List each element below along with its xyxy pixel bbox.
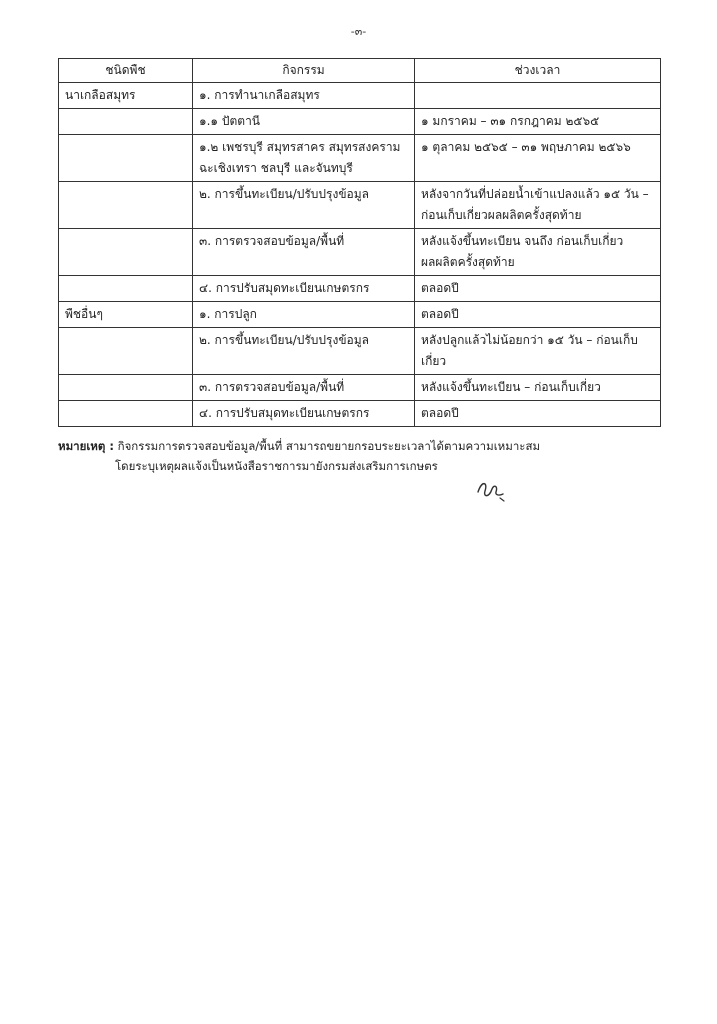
table-row [59,302,661,328]
activity-cell: ๑.๒ เพชรบุรี สมุทรสาคร สมุทรสงคราม ฉะเชิงเทรา ชลบุรี และจันทบุรี [193,135,415,182]
period-cell: หลังจากวันที่ปล่อยน้ำเข้าแปลงแล้ว ๑๕ วัน – ก่อนเก็บเกี่ยวผลผลิตครั้งสุดท้าย [415,182,661,229]
period-cell: ๑ มกราคม – ๓๑ กรกฎาคม ๒๕๖๕ [415,109,661,135]
crop-continuation [59,375,193,401]
footnote [58,436,678,476]
crop-name: พืชอื่นๆ [59,302,193,328]
activity-cell: ๓. การตรวจสอบข้อมูล/พื้นที่ [193,229,415,276]
activity-cell: ๑. การทำนาเกลือสมุทร [193,83,415,109]
crop-continuation [59,401,193,427]
table-row [59,83,661,109]
page-number: -๓- [350,25,367,38]
table-row [59,375,661,401]
table-row [59,401,661,427]
table-row [59,109,661,135]
crop-continuation [59,135,193,182]
period-cell: หลังแจ้งขึ้นทะเบียน – ก่อนเก็บเกี่ยว [415,375,661,401]
activity-cell: ๑. การปลูก [193,302,415,328]
crop-name: นาเกลือสมุทร [59,83,193,109]
header-period: ช่วงเวลา [415,59,661,83]
period-cell: ตลอดปี [415,302,661,328]
crop-continuation [59,328,193,375]
header-activity: กิจกรรม [193,59,415,83]
footnote-text-1: กิจกรรมการตรวจสอบข้อมูล/พื้นที่ สามารถขยายกรอบระยะเวลาได้ตามความเหมาะสม [117,439,541,453]
activity-cell: ๔. การปรับสมุดทะเบียนเกษตรกร [193,276,415,302]
table-row [59,135,661,182]
footnote-label: หมายเหตุ : [58,439,114,453]
schedule-table [58,58,661,427]
crop-continuation [59,109,193,135]
period-cell: ๑ ตุลาคม ๒๕๖๕ – ๓๑ พฤษภาคม ๒๕๖๖ [415,135,661,182]
crop-continuation [59,182,193,229]
table-row [59,182,661,229]
table-row [59,276,661,302]
crop-continuation [59,276,193,302]
period-cell: ตลอดปี [415,401,661,427]
activity-cell: ๔. การปรับสมุดทะเบียนเกษตรกร [193,401,415,427]
period-cell [415,83,661,109]
initials-signature [472,474,512,504]
activity-cell: ๒. การขึ้นทะเบียน/ปรับปรุงข้อมูล [193,328,415,375]
table-row [59,229,661,276]
period-cell: หลังแจ้งขึ้นทะเบียน จนถึง ก่อนเก็บเกี่ยวผลผลิตครั้งสุดท้าย [415,229,661,276]
activity-cell: ๒. การขึ้นทะเบียน/ปรับปรุงข้อมูล [193,182,415,229]
footnote-line-1 [58,436,678,456]
activity-cell: ๓. การตรวจสอบข้อมูล/พื้นที่ [193,375,415,401]
footnote-text-2: โดยระบุเหตุผลแจ้งเป็นหนังสือราชการมายังกรมส่งเสริมการเกษตร [115,459,438,473]
crop-continuation [59,229,193,276]
period-cell: หลังปลูกแล้วไม่น้อยกว่า ๑๕ วัน – ก่อนเก็บเกี่ยว [415,328,661,375]
table-header-row [59,59,661,83]
table-row [59,328,661,375]
activity-cell: ๑.๑ ปัตตานี [193,109,415,135]
period-cell: ตลอดปี [415,276,661,302]
header-crop: ชนิดพืช [59,59,193,83]
